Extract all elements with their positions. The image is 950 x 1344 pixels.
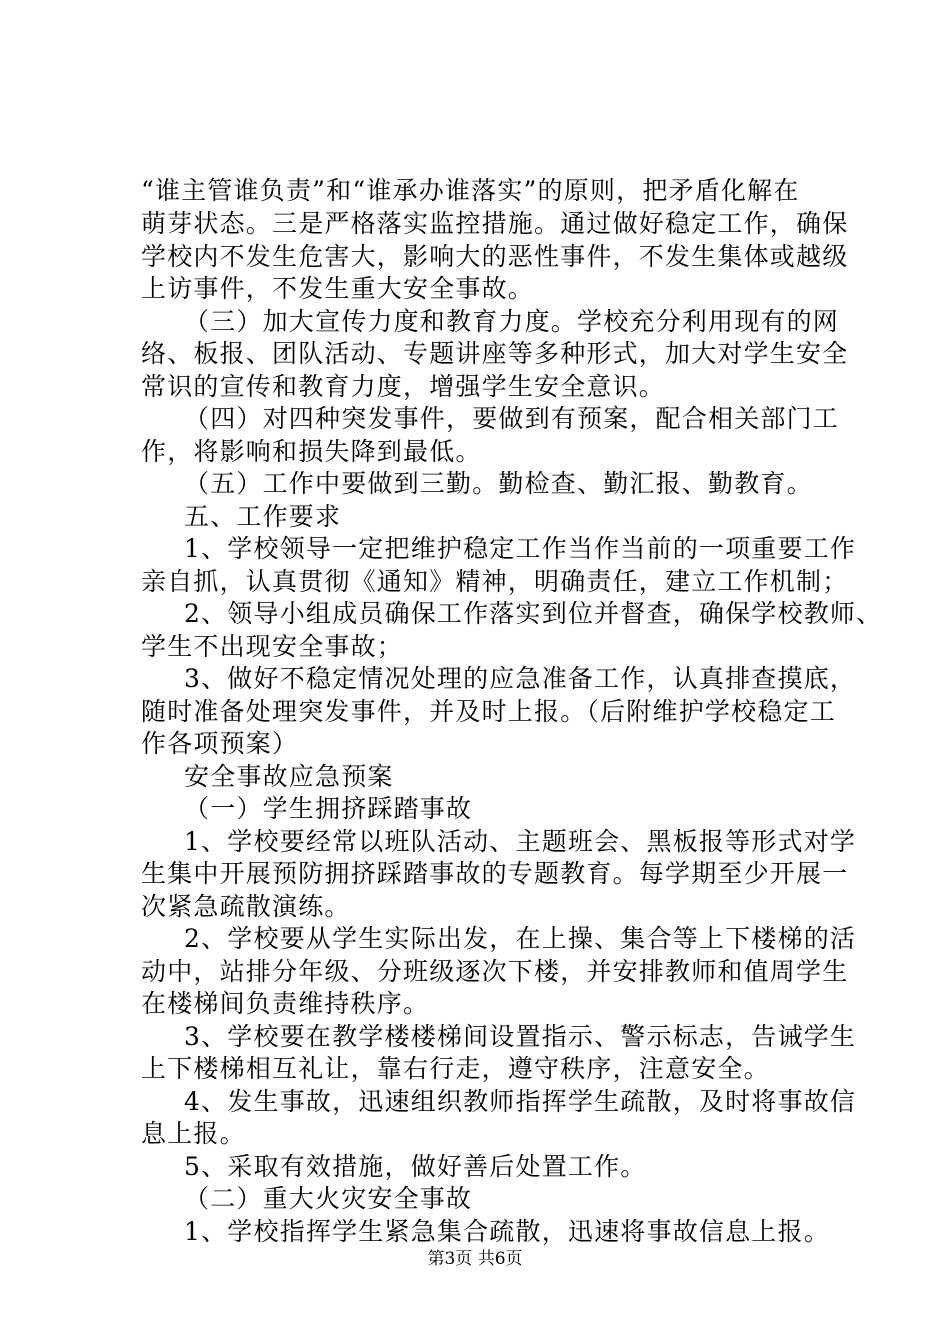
subsection-heading: （一）学生拥挤踩踏事故 (184, 794, 473, 823)
text-line: 亲自抓，认真贯彻《通知》精神，明确责任，建立工作机制； (141, 567, 849, 596)
text-line: 络、板报、团队活动、专题讲座等多种形式，加大对学生安全 (141, 339, 849, 368)
text-line: 次紧急疏散演练。 (141, 892, 351, 921)
page-number-footer: 第3页 共6页 (427, 1249, 523, 1269)
text-line: 上下楼梯相互礼让，靠右行走，遵守秩序，注意安全。 (141, 1054, 770, 1083)
text-line: 萌芽状态。三是严格落实监控措施。通过做好稳定工作，确保 (141, 209, 849, 238)
text-line: 动中，站排分年级、分班级逐次下楼，并安排教师和值周学生 (141, 957, 849, 986)
text-line: 4、发生事故，迅速组织教师指挥学生疏散，及时将事故信 (184, 1087, 857, 1116)
text-line: 5、采取有效措施，做好善后处置工作。 (184, 1152, 647, 1181)
section-heading: 安全事故应急预案 (184, 762, 394, 791)
text-line: （三）加大宣传力度和教育力度。学校充分利用现有的网 (184, 307, 840, 336)
text-line: 作，将影响和损失降到最低。 (141, 437, 482, 466)
text-line: 1、学校要经常以班队活动、主题班会、黑板报等形式对学 (184, 827, 857, 856)
text-line: 学校内不发生危害大，影响大的恶性事件，不发生集体或越级 (141, 242, 849, 271)
text-line: 常识的宣传和教育力度，增强学生安全意识。 (141, 372, 666, 401)
text-line: （五）工作中要做到三勤。勤检查、勤汇报、勤教育。 (184, 469, 813, 498)
text-line: 上访事件，不发生重大安全事故。 (141, 274, 535, 303)
text-line: 学生不出现安全事故； (141, 632, 404, 661)
text-line: 息上报。 (141, 1119, 246, 1148)
text-line: 在楼梯间负责维持秩序。 (141, 989, 430, 1018)
text-line: 1、学校指挥学生紧急集合疏散，迅速将事故信息上报。 (184, 1217, 830, 1246)
text-line: 2、领导小组成员确保工作落实到位并督查，确保学校教师、 (184, 599, 883, 628)
text-line: 3、做好不稳定情况处理的应急准备工作，认真排查摸底， (184, 664, 857, 693)
text-line: 3、学校要在教学楼楼梯间设置指示、警示标志，告诫学生 (184, 1022, 857, 1051)
text-line: 作各项预案） (141, 729, 299, 758)
subsection-heading: （二）重大火灾安全事故 (184, 1184, 473, 1213)
text-line: 1、学校领导一定把维护稳定工作当作当前的一项重要工作 (184, 534, 857, 563)
text-line: 随时准备处理突发事件，并及时上报。（后附维护学校稳定工 (141, 697, 836, 726)
text-line: “谁主管谁负责”和“谁承办谁落实”的原则，把矛盾化解在 (141, 176, 800, 205)
section-heading: 五、工作要求 (184, 502, 342, 531)
text-line: （四）对四种突发事件，要做到有预案，配合相关部门工 (184, 404, 840, 433)
text-line: 生集中开展预防拥挤踩踏事故的专题教育。每学期至少开展一 (141, 859, 849, 888)
text-line: 2、学校要从学生实际出发，在上操、集合等上下楼梯的活 (184, 924, 857, 953)
